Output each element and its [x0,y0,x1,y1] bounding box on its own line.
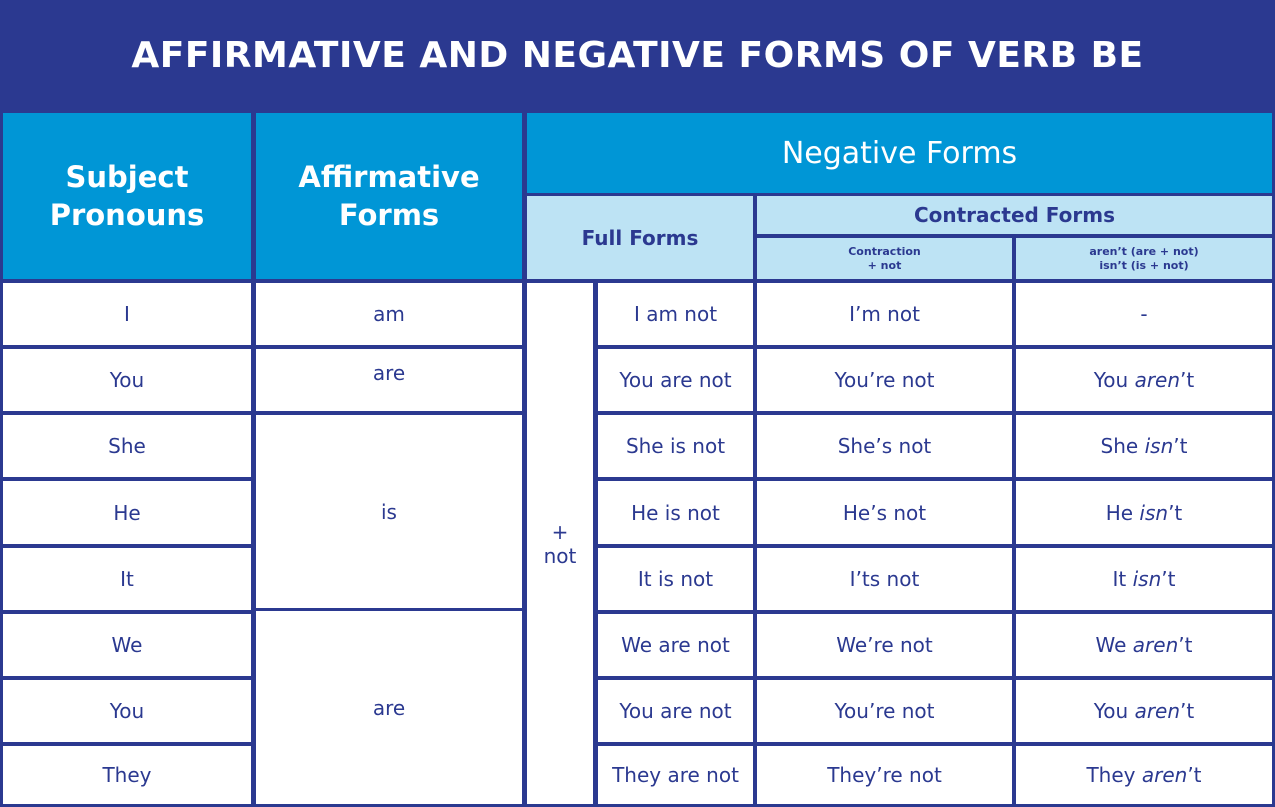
alt-subject: She [1100,434,1145,458]
cell-full: We are not [598,614,753,676]
title-bar [0,0,1275,110]
alt-suffix: ’t [1180,368,1195,392]
cell-contraction: They’re not [757,746,1012,804]
cell-contraction: She’s not [757,415,1012,477]
cell-alt-contraction [1016,349,1272,411]
not-word: not [543,543,577,568]
alt-verb: isn [1139,500,1169,525]
alt-subject: It [1112,567,1133,591]
alt-subject: You [1093,368,1135,392]
cell-full: You are not [598,349,753,411]
cell-contraction: We’re not [757,614,1012,676]
cell-contraction: You’re not [757,349,1012,411]
alt-verb: isn [1144,434,1174,458]
cell-subject: I [3,283,251,345]
cell-alt-contraction [1016,746,1272,804]
header-contracted-forms: Contracted Forms [757,196,1272,234]
cell-subject: You [3,349,251,411]
header-subject-pronouns: Subject Pronouns [3,113,251,279]
cell-full: They are not [598,746,753,804]
alt-subject: They [1086,763,1142,787]
alt-suffix: ’t [1173,434,1188,458]
cell-contraction: You’re not [757,680,1012,742]
cell-alt-contraction [1016,481,1272,544]
alt-verb: - [1140,302,1148,326]
cell-full: She is not [598,415,753,477]
affirmative-are-plural: are [256,611,522,804]
affirmative-is: is [256,415,522,608]
cell-full: You are not [598,680,753,742]
cell-subject: He [3,481,251,544]
alt-suffix: ’t [1180,699,1195,723]
cell-subject: It [3,548,251,610]
affirmative-am: am [256,283,522,345]
cell-subject: You [3,680,251,742]
alt-suffix: ’t [1161,567,1176,591]
cell-alt-contraction [1016,548,1272,610]
cell-alt-contraction [1016,415,1272,477]
header-affirmative-forms: Affirmative Forms [256,113,522,279]
plus-not-cell [527,283,593,804]
cell-contraction: He’s not [757,481,1012,544]
cell-contraction: I’m not [757,283,1012,345]
alt-verb: aren [1134,699,1181,723]
alt-verb: isn [1132,567,1162,591]
cell-alt-contraction [1016,680,1272,742]
alt-verb: aren [1141,763,1188,787]
cell-alt-contraction [1016,283,1272,345]
alt-suffix: ’t [1178,633,1193,657]
header-full-forms: Full Forms [527,196,753,279]
affirmative-are-you: are [256,349,522,411]
cell-contraction: I’ts not [757,548,1012,610]
alt-verb: aren [1132,633,1179,657]
alt-subject: We [1095,633,1133,657]
alt-subject: He [1105,500,1140,525]
alt-suffix: ’t [1187,763,1202,787]
cell-alt-contraction [1016,614,1272,676]
cell-subject: She [3,415,251,477]
page-title: AFFIRMATIVE AND NEGATIVE FORMS OF VERB BE [131,34,1144,76]
plus-sign: + [551,519,569,544]
header-arent-isnt: aren’t (are + not) isn’t (is + not) [1016,238,1272,279]
cell-full: I am not [598,283,753,345]
cell-subject: They [3,746,251,804]
alt-suffix: ’t [1168,500,1183,525]
header-contraction-not: Contraction + not [757,238,1012,279]
cell-subject: We [3,614,251,676]
alt-verb: aren [1134,368,1181,392]
alt-subject: You [1093,699,1135,723]
cell-full: He is not [598,481,753,544]
header-negative-forms: Negative Forms [527,113,1272,193]
cell-full: It is not [598,548,753,610]
